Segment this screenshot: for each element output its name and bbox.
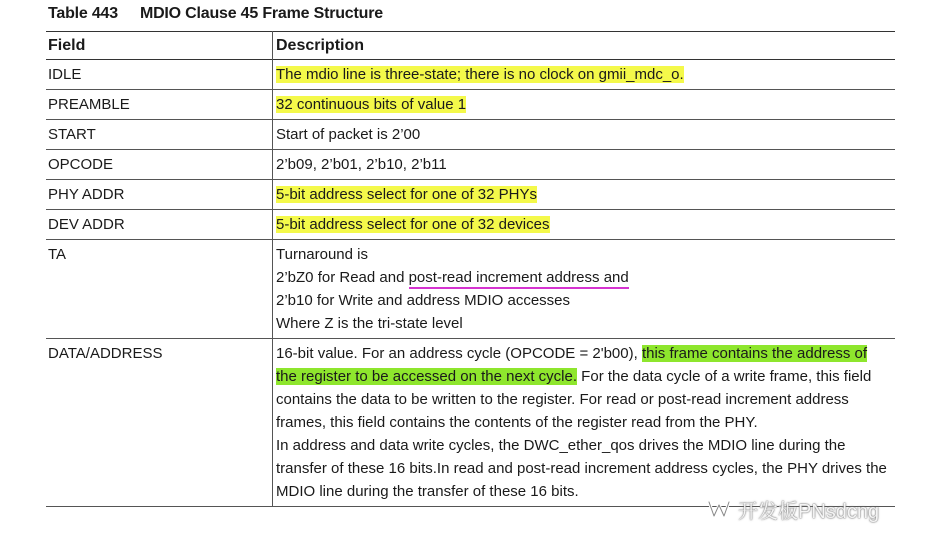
field-cell: PHY ADDR bbox=[46, 180, 273, 210]
table-row bbox=[46, 240, 895, 339]
watermark bbox=[706, 494, 879, 524]
field-cell: IDLE bbox=[46, 60, 273, 90]
description-cell: 2’b09, 2’b01, 2’b10, 2’b11 bbox=[276, 156, 447, 173]
highlighted-text: 5-bit address select for one of 32 devices bbox=[276, 216, 550, 233]
description-cell bbox=[273, 180, 896, 210]
table-title: MDIO Clause 45 Frame Structure bbox=[139, 5, 383, 22]
table-row bbox=[46, 180, 895, 210]
description-cell: Start of packet is 2’00 bbox=[276, 126, 421, 143]
ta-line: 2’bZ0 for Read and post-read increment address and bbox=[276, 266, 891, 289]
column-header-description: Description bbox=[276, 37, 365, 54]
description-cell bbox=[273, 90, 896, 120]
field-cell: OPCODE bbox=[46, 150, 273, 180]
description-cell bbox=[273, 210, 896, 240]
field-cell: DEV ADDR bbox=[46, 210, 273, 240]
table-row bbox=[46, 90, 895, 120]
table-number: Table 443 bbox=[48, 5, 118, 22]
field-cell: TA bbox=[46, 240, 273, 339]
mdio-frame-table bbox=[46, 31, 895, 507]
highlighted-text: The mdio line is three-state; there is no clock on gmii_mdc_o. bbox=[276, 66, 684, 83]
field-cell: START bbox=[46, 120, 273, 150]
table-row bbox=[46, 120, 895, 150]
table-row bbox=[46, 60, 895, 90]
highlighted-text: 5-bit address select for one of 32 PHYs bbox=[276, 186, 537, 203]
underlined-text: post-read increment address and bbox=[409, 269, 629, 289]
description-cell bbox=[273, 339, 896, 507]
table-row bbox=[46, 210, 895, 240]
table-header-row bbox=[46, 32, 895, 60]
data-address-paragraph: 16-bit value. For an address cycle (OPCODE = 2'b00), this frame contains the address of the register to be accessed on the next cycle. For the data cycle of a write frame, this field contains the data to be written to the register. For read or post-read increment address frames, this field contains the contents of the register read from the PHY. bbox=[276, 345, 872, 431]
field-cell: PREAMBLE bbox=[46, 90, 273, 120]
data-address-paragraph: In address and data write cycles, the DWC_ether_qos drives the MDIO line during the transfer of these 16 bits.In read and post-read increment address cycles, the PHY drives the MDIO line during the transfer of these 16 bits. bbox=[276, 437, 887, 500]
watermark-text: 开发板PNsdcng bbox=[738, 500, 880, 523]
column-header-field: Field bbox=[46, 32, 273, 60]
description-cell bbox=[273, 60, 896, 90]
ta-line: Turnaround is bbox=[276, 246, 368, 263]
description-cell bbox=[273, 240, 896, 339]
field-cell: DATA/ADDRESS bbox=[46, 339, 273, 507]
highlighted-text: this frame contains the address of the register to be accessed on the next cycle. bbox=[276, 345, 868, 385]
table-row bbox=[46, 339, 895, 507]
wechat-channel-icon bbox=[706, 496, 732, 522]
ta-line: Where Z is the tri-state level bbox=[276, 315, 463, 332]
ta-line: 2’b10 for Write and address MDIO accesses bbox=[276, 292, 571, 309]
highlighted-text: 32 continuous bits of value 1 bbox=[276, 96, 467, 113]
table-caption bbox=[48, 5, 383, 23]
table-row bbox=[46, 150, 895, 180]
